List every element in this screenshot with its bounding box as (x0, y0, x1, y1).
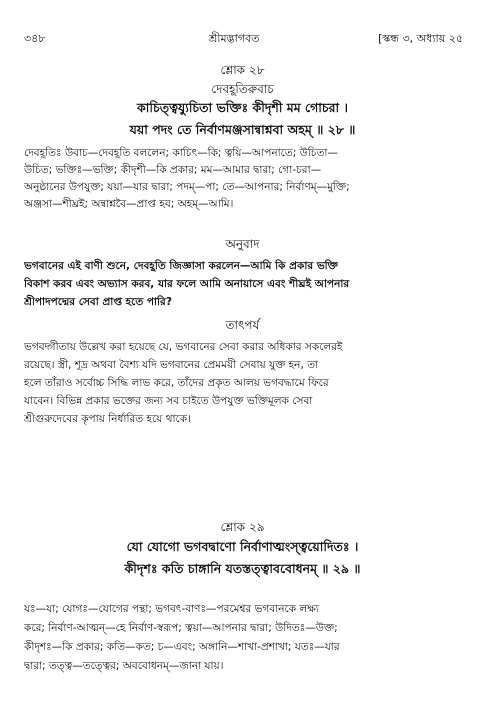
verse-28-line-2: যয়া পদং তে নির্বাণমঞ্জসান্বাশ্নবা অহম্ ॥ ২৮ ॥ (129, 122, 356, 137)
purport-heading: তাৎপর্য (225, 318, 260, 332)
verse-28-speaker: দেবহূতিরুবাচ (211, 82, 274, 96)
synonym-line: উচিত; ভক্তিঃ—ভক্তি; কীদৃশী—কি প্রকার; মম—আমার দ্বারা; গো-চরা— (24, 164, 322, 176)
page-number: ৩৪৮ (24, 32, 46, 45)
synonym-line: দ্বারা; তত্ত্ব—তত্ত্বের; অববোধনম্—জানা যায়। (24, 660, 224, 672)
translation-line: ভগবানের এই বাণী শুনে, দেবহূতি জিজ্ঞাসা করলেন—আমি কি প্রকার ভক্তি (24, 260, 338, 272)
purport-line: ভগবদ্গীতায় উল্লেখ করা হয়েছে যে, ভগবানের সেবা করার অধিকার সকলেরই (24, 341, 343, 353)
verse-28-line-1: কাচিত্ত্বয্যুচিতা ভক্তিঃ কীদৃশী মম গোচরা । (137, 100, 348, 115)
translation-line: বিকাশ করব এবং অভ্যাস করব, যার ফলে আমি অনায়াসে এবং শীঘ্রই আপনার (24, 278, 350, 290)
purport-line: শ্রীগুরুদেবের কৃপায় নির্ধারিত হয়ে থাকে। (24, 413, 191, 425)
verse-29-title: শ্লোক ২৯ (220, 520, 265, 534)
synonym-line: অনুষ্ঠানের উপযুক্ত; যয়া—যার দ্বারা; পদম্—পা; তে—আপনার; নির্বাণম্—মুক্তি; (24, 181, 350, 193)
verse-29-line-1: যো যোগো ভগবদ্বাণো নির্বাণাত্মংস্ত্বয়োদিতঃ । (126, 539, 359, 554)
translation-text (24, 257, 462, 311)
verse-29-synonyms (24, 600, 462, 676)
synonym-line: যঃ—যা; যোগঃ—যোগের পন্থা; ভগবৎ-বাণঃ—পরমেশ্বর ভগবানকে লক্ষ্য (24, 603, 319, 615)
synonym-line: অঞ্জসা—শীঘ্রই; অন্বাশ্নবৈ—প্রাপ্ত হব; অহম্—আমি। (24, 198, 234, 210)
synonym-line: দেবহূতিঃ উবাচ—দেবহূতি বললেন; কাচিৎ—কি; ত্বয়ি—আপনাতে; উচিতা— (24, 147, 338, 159)
verse-28-synonyms (24, 145, 462, 213)
synonym-line: করে; নির্বাণ-আত্মন্—হে নির্বাণ-স্বরূপ; ত্বয়া—আপনার দ্বারা; উদিতঃ—উক্ত; (24, 622, 338, 634)
verse-28-title: শ্লোক ২৮ (220, 63, 265, 77)
synonym-line: কীদৃশঃ—কি প্রকার; কতি—কত; চ—এবং; অঙ্গানি—শাখা-প্রশাখা; যতঃ—যার (24, 641, 340, 653)
translation-line: শ্রীপাদপদ্মের সেবা প্রাপ্ত হতে পারি? (24, 296, 172, 308)
chapter-reference: [স্কন্ধ ৩, অধ্যায় ২৫ (378, 32, 463, 45)
page-header (24, 30, 463, 46)
purport-text (24, 338, 462, 428)
book-title: শ্রীমদ্ভাগবত (209, 32, 260, 45)
purport-line: রয়েছে। স্ত্রী, শূদ্র অথবা বৈশ্য যদি ভগবানের প্রেমময়ী সেবায় যুক্ত হন, তা (24, 359, 319, 371)
purport-line: হলে তাঁরাও সর্বোচ্চ সিদ্ধি লাভ করে, তাঁদের প্রকৃত আলয় ভগবদ্ধামে ফিরে (24, 377, 329, 389)
purport-line: যাবেন। বিভিন্ন প্রকার ভক্তের জন্য সব চাইতে উপযুক্ত ভক্তিমূলক সেবা (24, 395, 313, 407)
verse-29-line-2: কীদৃশঃ কতি চাঙ্গানি যতস্তত্ত্বাববোধনম্ ॥ ২৯ ॥ (124, 561, 361, 576)
translation-heading: অনুবাদ (225, 237, 260, 251)
